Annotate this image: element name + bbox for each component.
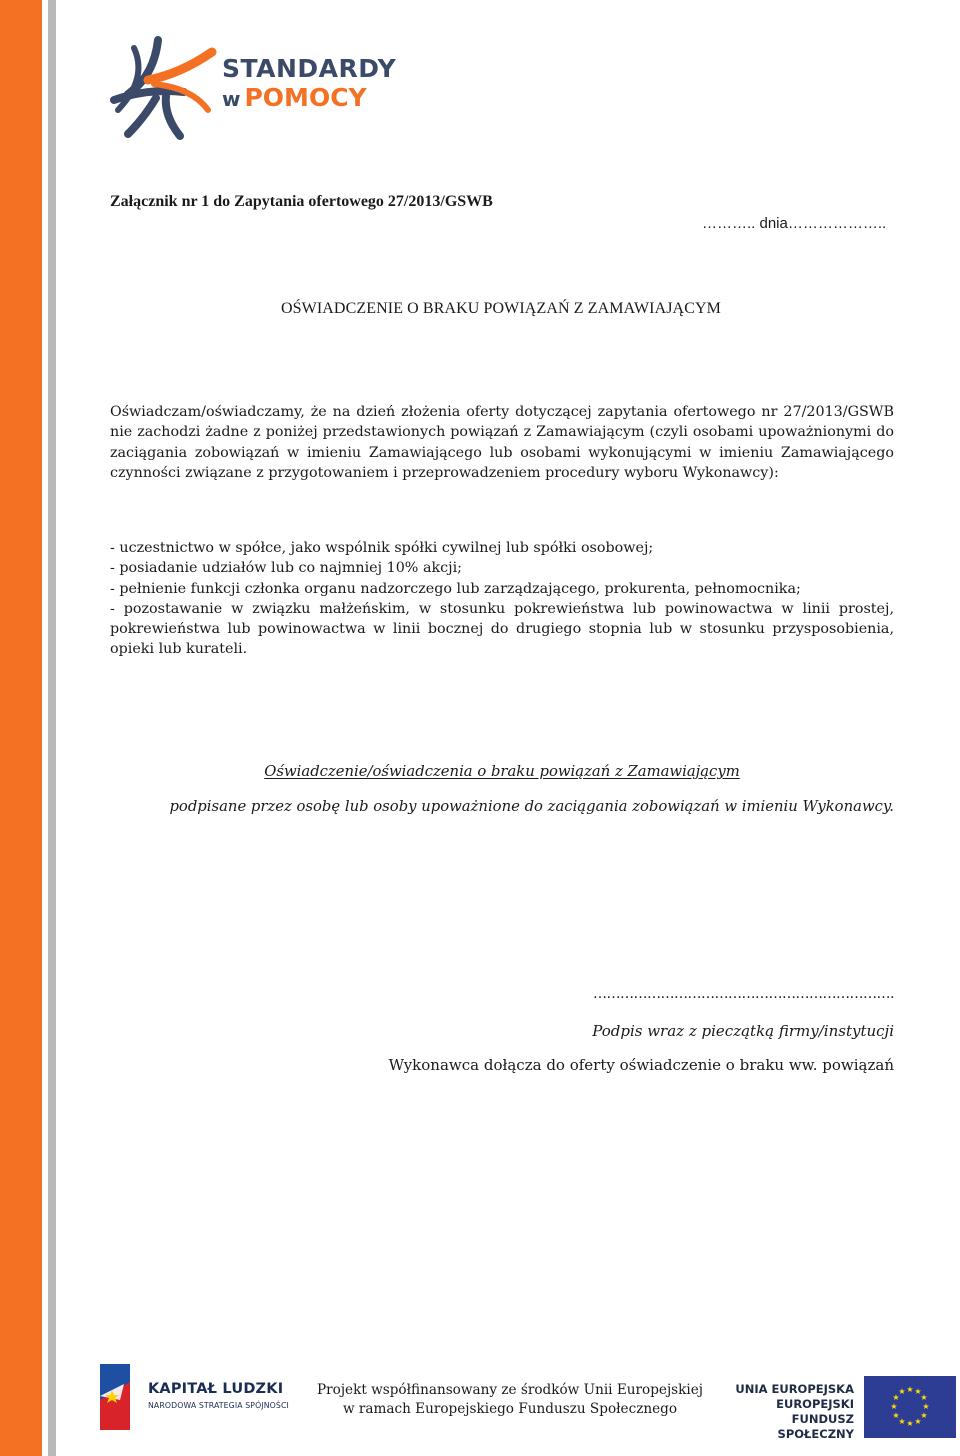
svg-text:★: ★ xyxy=(914,1387,922,1396)
intro-paragraph: Oświadczam/oświadczamy, że na dzień złożenia oferty dotyczącej zapytania ofertowego nr 27/2013/GSWB nie zachodzi żadne z poniżej przedstawionych powiązań z Zamawiającym (czyli osobami upoważnionymi do zaciągania zobowiązań w imieniu Zamawiającego lub osobami wykonującymi w imieniu Zamawiającego czynności związane z przygotowaniem i przeprowadzeniem procedury wyboru Wykonawcy): xyxy=(110,404,894,481)
svg-text:★: ★ xyxy=(922,1402,930,1411)
svg-text:★: ★ xyxy=(898,1417,906,1426)
list-item: - pełnienie funkcji członka organu nadzorczego lub zarządzającego, prokurenta, pełnomocnika; xyxy=(110,580,801,597)
date-line: ……….. dnia……………….. xyxy=(702,215,887,232)
logo-wordmark xyxy=(222,56,396,110)
kapital-ludzki-subtitle: NARODOWA STRATEGIA SPÓJNOŚCI xyxy=(148,1401,289,1410)
svg-text:★: ★ xyxy=(920,1411,928,1420)
svg-text:★: ★ xyxy=(892,1393,900,1402)
project-line-1: Projekt współfinansowany ze środków Unii Europejskiej xyxy=(317,1382,703,1398)
contractor-note: Wykonawca dołącza do oferty oświadczenie o braku ww. powiązań xyxy=(388,1056,894,1074)
list-item: - pozostawanie w związku małżeńskim, w stosunku pokrewieństwa lub powinowactwa w linii prostej, pokrewieństwa lub powinowactwa w linii bocznej do drugiego stopnia lub w stosunku przysposobienia, opieki lub kurateli. xyxy=(110,600,894,658)
statement-subline: podpisane przez osobę lub osoby upoważnione do zaciągania zobowiązań w imieniu Wykonawcy. xyxy=(169,798,894,815)
kapital-ludzki-logo xyxy=(148,1381,289,1410)
signature-caption: Podpis wraz z pieczątką firmy/instytucji xyxy=(592,1022,894,1040)
standardy-w-pomocy-logo xyxy=(108,34,398,144)
svg-text:★: ★ xyxy=(906,1419,914,1428)
eu-line-2: EUROPEJSKI xyxy=(776,1397,854,1411)
svg-text:★: ★ xyxy=(890,1402,898,1411)
eu-flag-icon xyxy=(864,1376,956,1438)
logo-line-standardy: STANDARDY xyxy=(222,54,397,83)
project-funding-note xyxy=(300,1381,720,1419)
eu-line-1: UNIA EUROPEJSKA xyxy=(735,1382,854,1396)
svg-text:★: ★ xyxy=(914,1417,922,1426)
eu-line-3: FUNDUSZ SPOŁECZNY xyxy=(777,1412,854,1441)
document-title: OŚWIADCZENIE O BRAKU POWIĄZAŃ Z ZAMAWIAJĄCYM xyxy=(281,300,721,317)
svg-text:★: ★ xyxy=(892,1411,900,1420)
logo-w: w xyxy=(222,87,241,111)
relations-list xyxy=(110,538,894,660)
logo-pomocy: POMOCY xyxy=(244,83,367,112)
left-orange-stripe xyxy=(0,0,42,1456)
eu-fund-label xyxy=(712,1382,854,1442)
kapital-ludzki-name: KAPITAŁ LUDZKI xyxy=(148,1381,284,1397)
left-gray-stripe xyxy=(48,0,56,1456)
list-item: - posiadanie udziałów lub co najmniej 10% akcji; xyxy=(110,560,462,577)
logo-line-pomocy xyxy=(222,85,396,110)
statement-heading: Oświadczenie/oświadczenia o braku powiązań z Zamawiającym xyxy=(264,763,740,780)
signature-line: …………………………………………………………. xyxy=(593,986,894,1002)
list-item: - uczestnictwo w spółce, jako wspólnik spółki cywilnej lub spółki osobowej; xyxy=(110,540,654,556)
star-logo-icon xyxy=(108,34,218,144)
project-line-2: w ramach Europejskiego Funduszu Społecznego xyxy=(342,1401,678,1417)
svg-text:★: ★ xyxy=(898,1387,906,1396)
svg-text:★: ★ xyxy=(906,1385,914,1394)
attachment-heading: Załącznik nr 1 do Zapytania ofertowego 27/2013/GSWB xyxy=(110,193,493,210)
svg-text:★: ★ xyxy=(920,1393,928,1402)
kapital-ludzki-flag-icon xyxy=(94,1360,134,1434)
